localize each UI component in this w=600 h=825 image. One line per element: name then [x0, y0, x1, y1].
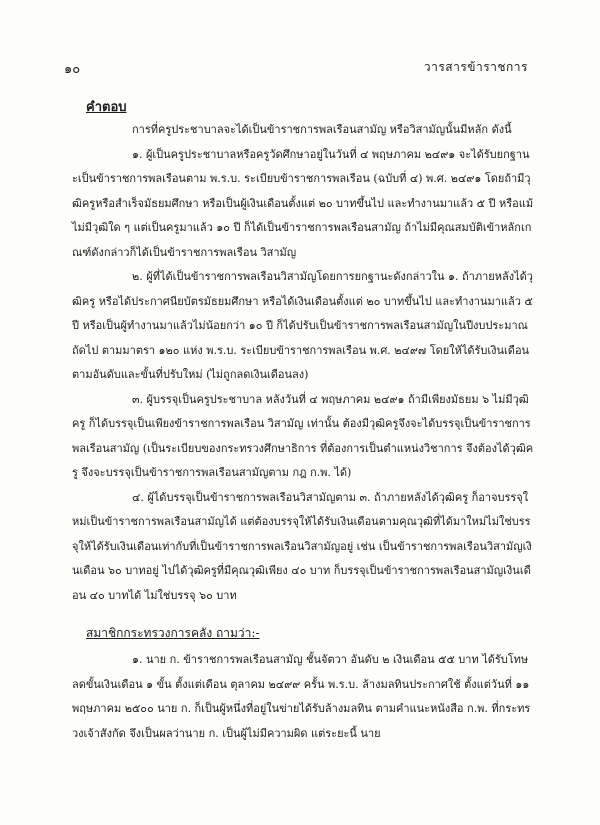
- intro-paragraph: การที่ครูประชาบาลจะได้เป็นข้าราชการพลเรือนสามัญ หรือวิสามัญนั้นมีหลัก ดังนี้: [132, 123, 512, 136]
- answer-paragraph-3: ๓. ผู้บรรจุเป็นครูประชาบาล หลังวันที่ ๔ พฤษภาคม ๒๔๙๑ ถ้ามีเพียงมัธยม ๖ ไม่มีวุฒิครู ก็ได้บรรจุเป็นเพียงข้าราชการพลเรือน วิสามัญ เท่านั้น ต้องมีวุฒิครูจึงจะได้บรรจุเป็นข้าราชการพลเรือนสามัญ (เป็นระเบียบของกระทรวงศึกษาธิการ ที่ต้องการเป็นตำแหน่งวิชาการ จึงต้องได้วุฒิครู จึงจะบรรจุเป็นข้าราชการพลเรือนสามัญตาม กฎ ก.พ. ได้): [72, 392, 534, 479]
- question-body: [72, 648, 534, 746]
- journal-title: วารสารข้าราชการ: [423, 60, 528, 74]
- answer-body: [72, 118, 534, 608]
- question-paragraph: ๑. นาย ก. ข้าราชการพลเรือนสามัญ ชั้นจัตวา อันดับ ๒ เงินเดือน ๕๕ บาท ได้รับโทษลดขั้นเงินเดือน ๑ ขั้น ตั้งแต่เดือน ตุลาคม ๒๔๙๙ ครั้น พ.ร.บ. ล้างมลทินประกาศใช้ ตั้งแต่วันที่ ๑๑ พฤษภาคม ๒๕๐๐ นาย ก. ก็เป็นผู้หนึ่งที่อยู่ในข่ายได้รับล้างมลทิน ตามคำแนะหนังสือ ก.พ. ที่กระทรวงเจ้าสังกัด จึงเป็นผลว่านาย ก. เป็นผู้ไม่มีความผิด แต่ระยะนี้ นาย: [72, 653, 531, 740]
- answer-paragraph-2: ๒. ผู้ที่ได้เป็นข้าราชการพลเรือนวิสามัญโดยการยกฐานะดังกล่าวใน ๑. ถ้าภายหลังได้วุฒิครู หรือได้ประกาศนียบัตรมัธยมศึกษา หรือได้เงินเดือนตั้งแต่ ๒๐ บาทขึ้นไป และทำงานมาแล้ว ๕ ปี หรือเป็นผู้ทำงานมาแล้วไม่น้อยกว่า ๑๐ ปี ก็ได้ปรับเป็นข้าราชการพลเรือนสามัญในปีงบประมาณถัดไป ตามมาตรา ๑๒๐ แห่ง พ.ร.บ. ระเบียบข้าราชการพลเรือน พ.ศ. ๒๔๙๗ โดยให้ได้รับเงินเดือนตามอันดับและขั้นที่ปรับใหม่ (ไม่ถูกลดเงินเดือนลง): [72, 270, 533, 381]
- question-section-title: สมาชิกกระทรวงการคลัง ถามว่า:-: [86, 626, 260, 640]
- page-number: ๑๐: [64, 62, 81, 77]
- answer-paragraph-4: ๔. ผู้ได้บรรจุเป็นข้าราชการพลเรือนวิสามัญตาม ๓. ถ้าภายหลังได้วุฒิครู ก็อาจบรรจุใหม่เป็นข้าราชการพลเรือนสามัญได้ แต่ต้องบรรจุให้ได้รับเงินเดือนตามคุณวุฒิที่ได้มาใหม่ไม่ใช่บรรจุให้ได้รับเงินเดือนเท่ากับที่เป็นข้าราชการพลเรือนวิสามัญอยู่ เช่น เป็นข้าราชการพลเรือนวิสามัญเงินเดือน ๖๐ บาทอยู่ ไปได้วุฒิครูที่มีคุณวุฒิเพียง ๔๐ บาท ก็บรรจุเป็นข้าราชการพลเรือนสามัญเงินเดือน ๔๐ บาทได้ ไม่ใช่บรรจุ ๖๐ บาท: [72, 490, 532, 602]
- answer-paragraph-1: ๑. ผู้เป็นครูประชาบาลหรือครูวัดศึกษาอยู่ในวันที่ ๔ พฤษภาคม ๒๔๙๑ จะได้รับยกฐานะเป็นข้าราชการพลเรือนตาม พ.ร.บ. ระเบียบข้าราชการพลเรือน (ฉบับที่ ๔) พ.ศ. ๒๔๙๑ โดยถ้ามีวุฒิครูหรือสำเร็จมัธยมศึกษา หรือเป็นผู้เงินเดือนตั้งแต่ ๒๐ บาทขึ้นไป และทำงานมาแล้ว ๕ ปี หรือแม้ไม่มีวุฒิใด ๆ แต่เป็นครูมาแล้ว ๑๐ ปี ก็ได้เป็นข้าราชการพลเรือนสามัญ ถ้าไม่มีคุณสมบัติเข้าหลักเกณฑ์ดังกล่าวก็ได้เป็นข้าราชการพลเรือน วิสามัญ: [72, 147, 534, 259]
- answer-heading: คำตอบ: [86, 100, 127, 115]
